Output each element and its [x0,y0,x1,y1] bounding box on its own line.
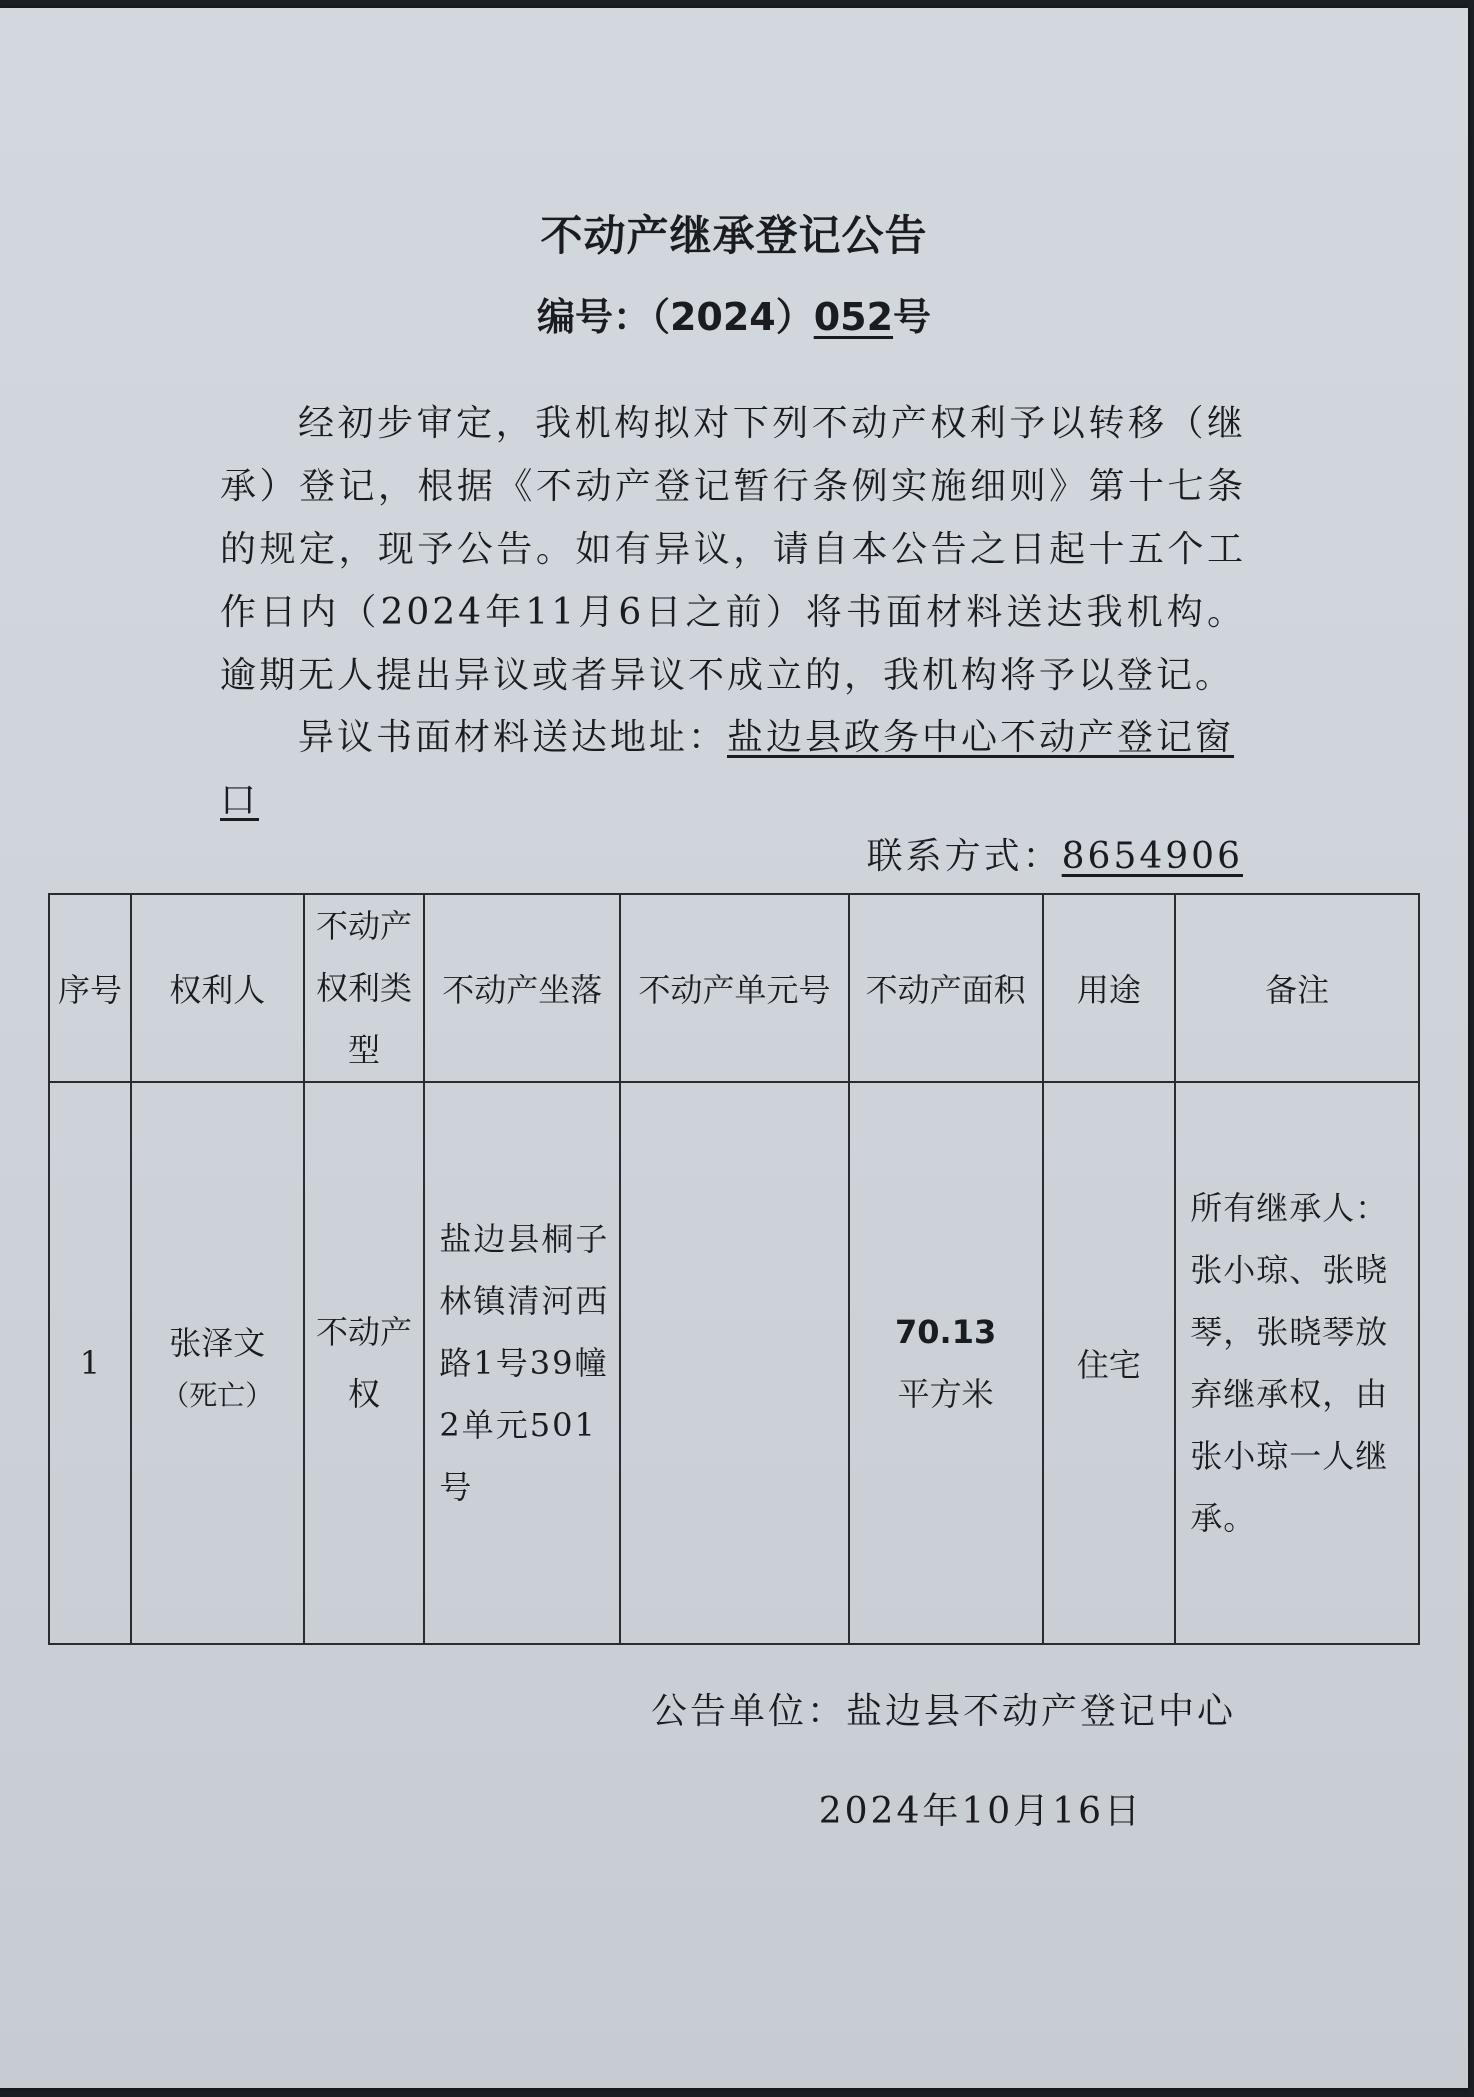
document-number-prefix: 编号：（2024） [536,295,814,339]
cell-remark: 所有继承人：张小琼、张晓琴，张晓琴放弃继承权，由张小琼一人继承。 [1175,1082,1419,1644]
registration-table [48,893,1420,1645]
document-number [0,286,1468,341]
header-owner: 权利人 [131,894,304,1082]
header-seq: 序号 [49,894,131,1082]
header-right-type: 不动产权利类型 [304,894,425,1082]
contact-phone: 8654906 [1061,836,1243,877]
notice-title: 不动产继承登记公告 [540,211,928,260]
cell-seq: 1 [49,1082,131,1644]
header-location: 不动产坐落 [424,894,620,1082]
cell-area [849,1082,1043,1644]
area-unit: 平方米 [897,1375,994,1413]
cell-location: 盐边县桐子林镇清河西路1号39幢2单元501号 [424,1082,620,1644]
table-row [49,1082,1419,1644]
contact-info [867,828,1243,879]
document-number-suffix: 号 [893,295,932,339]
notice-paragraph: 经初步审定，我机构拟对下列不动产权利予以转移（继承）登记，根据《不动产登记暂行条例实施细则》第十七条的规定，现予公告。如有异议，请自本公告之日起十五个工作日内（2024年11月6日之前）将书面材料送达我机构。逾期无人提出异议或者异议不成立的，我机构将予以登记。 [220,403,1246,696]
table-header-row [49,894,1419,1082]
cell-usage: 住宅 [1043,1082,1176,1644]
document-number-value: 052 [813,295,894,339]
area-value: 70.13 [895,1313,997,1351]
header-area: 不动产面积 [849,894,1043,1082]
header-usage: 用途 [1043,894,1176,1082]
owner-status: （死亡） [161,1379,274,1412]
cell-owner [131,1082,304,1644]
cell-right-type: 不动产权 [304,1082,425,1644]
objection-address-value: 盐边县政务中心不动产登记窗口 [220,717,1235,821]
objection-address-label: 异议书面材料送达地址： [298,717,728,758]
issue-date: 2024年10月16日 [818,1791,1143,1832]
cell-unit-no [620,1082,849,1644]
header-unit-no: 不动产单元号 [620,894,849,1082]
objection-address [220,706,1246,832]
owner-name: 张泽文 [169,1324,266,1362]
header-remark: 备注 [1175,894,1419,1082]
notice-paper [0,8,1468,2088]
issuing-unit: 公告单位：盐边县不动产登记中心 [650,1691,1236,1732]
contact-label: 联系方式： [866,836,1062,877]
